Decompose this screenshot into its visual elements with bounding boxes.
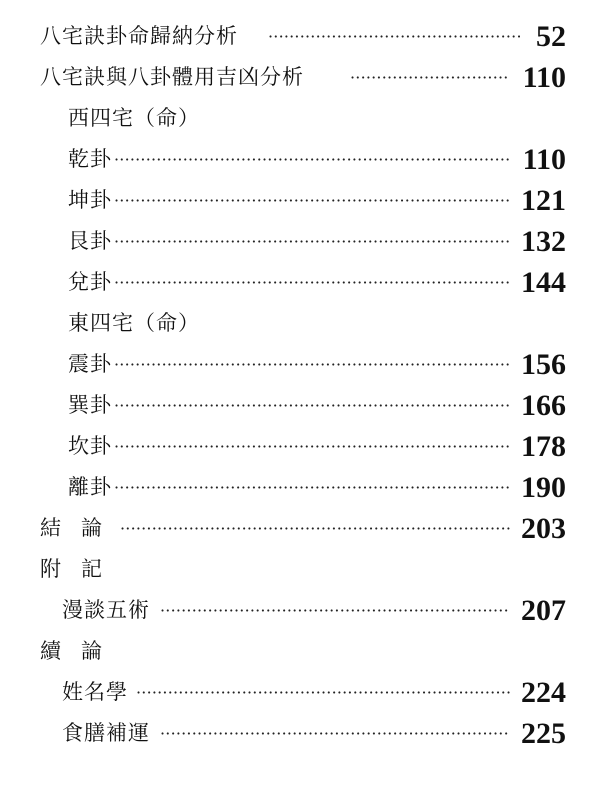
page-number: 203 (521, 512, 566, 545)
section-title: 東四宅（命） (68, 311, 200, 335)
entry-title: 巽卦 (68, 393, 112, 417)
toc-entry-name-study (0, 672, 610, 712)
dot-leader (160, 725, 510, 743)
toc-section-west-four (0, 98, 610, 138)
page-number: 156 (521, 348, 566, 381)
section-title: 西四宅（命） (68, 106, 200, 130)
dot-leader (136, 684, 510, 702)
toc-entry-gen (0, 221, 610, 261)
toc-entry-kun (0, 180, 610, 220)
toc-entry-five-arts (0, 590, 610, 630)
toc-entry-dui (0, 262, 610, 302)
page-number: 166 (521, 389, 566, 422)
page-number: 121 (521, 184, 566, 217)
page-number: 225 (521, 717, 566, 750)
toc-entry-conclusion (0, 508, 610, 548)
entry-title: 震卦 (68, 352, 112, 376)
entry-title: 乾卦 (68, 147, 112, 171)
dot-leader (114, 356, 510, 374)
page-number: 132 (521, 225, 566, 258)
dot-leader (114, 192, 510, 210)
toc-entry-xun (0, 385, 610, 425)
page-number: 110 (522, 61, 566, 94)
toc-entry-diet-fortune (0, 713, 610, 753)
page-number: 224 (521, 676, 566, 709)
entry-title: 食膳補運 (62, 721, 150, 745)
page-number: 178 (521, 430, 566, 463)
section-title: 續論 (40, 639, 122, 663)
page-number: 190 (521, 471, 566, 504)
dot-leader (114, 274, 510, 292)
dot-leader (160, 602, 510, 620)
entry-title: 姓名學 (62, 680, 128, 704)
entry-title: 漫談五術 (62, 598, 150, 622)
entry-title: 八宅訣與八卦體用吉凶分析 (40, 65, 304, 89)
dot-leader (114, 397, 510, 415)
dot-leader (114, 233, 510, 251)
entry-title: 結論 (40, 516, 122, 540)
toc-entry-kan (0, 426, 610, 466)
page-number: 52 (536, 20, 566, 53)
toc-entry-qian (0, 139, 610, 179)
toc-entry-bazhai-bagua (0, 57, 610, 97)
section-title: 附記 (40, 557, 122, 581)
entry-title: 坎卦 (68, 434, 112, 458)
entry-title: 坤卦 (68, 188, 112, 212)
dot-leader (350, 69, 510, 87)
entry-title: 艮卦 (68, 229, 112, 253)
page-number: 207 (521, 594, 566, 627)
page-number: 110 (522, 143, 566, 176)
dot-leader (114, 479, 510, 497)
toc-section-appendix (0, 549, 610, 589)
toc-section-continued (0, 631, 610, 671)
dot-leader (268, 28, 520, 46)
entry-title: 八宅訣卦命歸納分析 (40, 24, 238, 48)
toc-section-east-four (0, 303, 610, 343)
toc-entry-li (0, 467, 610, 507)
toc-entry-bazhai-summary (0, 16, 610, 56)
toc-entry-zhen (0, 344, 610, 384)
dot-leader (114, 438, 510, 456)
entry-title: 兌卦 (68, 270, 112, 294)
dot-leader (120, 520, 510, 538)
page-number: 144 (521, 266, 566, 299)
dot-leader (114, 151, 510, 169)
entry-title: 離卦 (68, 475, 112, 499)
